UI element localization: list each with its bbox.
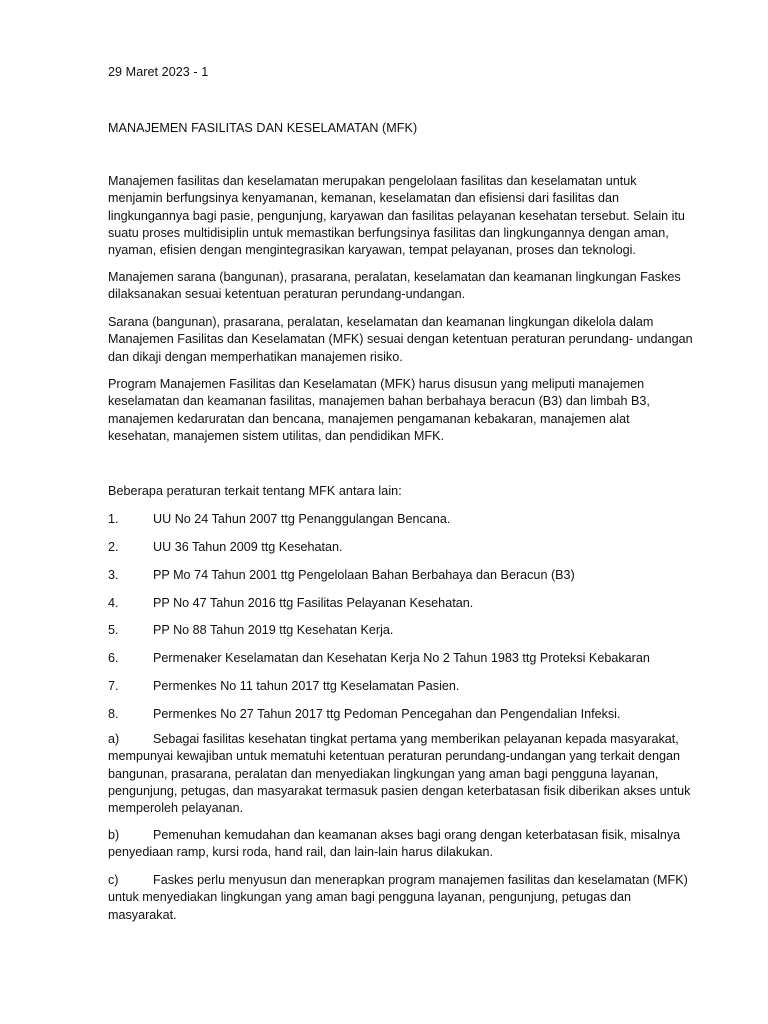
paragraph-intro: Manajemen fasilitas dan keselamatan merupakan pengelolaan fasilitas dan keselamatan untuk menjamin berfungsinya kenyamanan, kemanan, keselamatan dan efisiensi dari fasilitas dan lingkungannya bagi pasie, pengunjung, karyawan dan fasilitas pelayanan kesehatan tersebut. Selain itu suatu proses multidisiplin untuk memastikan berfungsinya fasilitas dan lingkungannya dengan aman, nyaman, efisien dengan mengintegrasikan karyawan, tempat pelayanan, proses dan teknologi.: [108, 174, 685, 258]
regulation-text: UU No 24 Tahun 2007 ttg Penanggulangan Bencana.: [153, 512, 451, 526]
paragraph-program: Program Manajemen Fasilitas dan Keselamatan (MFK) harus disusun yang meliputi manajemen keselamatan dan keamanan fasilitas, manajemen bahan berbahaya beracun (B3) dan limbah B3, manajemen kedaruratan dan bencana, manajemen pengamanan kebakaran, manajemen alat kesehatan, manajemen sistem utilitas, dan pendidikan MFK.: [108, 377, 650, 443]
point-a: [108, 731, 698, 817]
point-label: a): [108, 732, 120, 746]
point-text: Faskes perlu menyusun dan menerapkan program manajemen fasilitas dan keselamatan (MFK) untuk menyediakan lingkungan yang aman bagi pengguna layanan, pengunjung, petugas dan masyarakat.: [108, 873, 688, 922]
regulation-item: [108, 539, 698, 555]
regulation-number: 8.: [108, 707, 119, 721]
document-heading: MANAJEMEN FASILITAS DAN KESELAMATAN (MFK): [108, 121, 418, 135]
point-c: [108, 872, 698, 924]
regulation-number: 5.: [108, 623, 119, 637]
point-label: b): [108, 828, 120, 842]
regulation-number: 7.: [108, 679, 119, 693]
regulations-intro: Beberapa peraturan terkait tentang MFK antara lain:: [108, 484, 402, 498]
regulation-number: 4.: [108, 596, 119, 610]
point-text: Pemenuhan kemudahan dan keamanan akses bagi orang dengan keterbatasan fisik, misalnya penyediaan ramp, kursi roda, hand rail, dan lain-lain harus dilakukan.: [108, 828, 681, 860]
regulation-item: [108, 650, 698, 666]
regulation-number: 3.: [108, 568, 119, 582]
point-label: c): [108, 873, 119, 887]
paragraph-sarana: Manajemen sarana (bangunan), prasarana, peralatan, keselamatan dan keamanan lingkungan Faskes dilaksanakan sesuai ketentuan peraturan perundang-undangan.: [108, 270, 681, 302]
date-line: 29 Maret 2023 - 1: [108, 65, 209, 79]
regulation-text: UU 36 Tahun 2009 ttg Kesehatan.: [153, 540, 343, 554]
regulation-text: PP No 88 Tahun 2019 ttg Kesehatan Kerja.: [153, 623, 394, 637]
regulation-text: PP No 47 Tahun 2016 ttg Fasilitas Pelayanan Kesehatan.: [153, 596, 474, 610]
regulation-text: Permenkes No 27 Tahun 2017 ttg Pedoman Pencegahan dan Pengendalian Infeksi.: [153, 707, 621, 721]
regulation-item: [108, 567, 698, 583]
regulation-number: 1.: [108, 512, 119, 526]
regulation-item: [108, 678, 698, 694]
regulation-text: Permenaker Keselamatan dan Kesehatan Kerja No 2 Tahun 1983 ttg Proteksi Kebakaran: [153, 651, 650, 665]
regulation-item: [108, 622, 698, 638]
regulation-number: 2.: [108, 540, 119, 554]
regulation-item: [108, 706, 698, 722]
point-b: [108, 827, 698, 862]
regulation-item: [108, 511, 698, 527]
point-text: Sebagai fasilitas kesehatan tingkat pertama yang memberikan pelayanan kepada masyarakat, mempunyai kewajiban untuk mematuhi ketentuan peraturan perundang-undangan yang terkait dengan bangunan, prasarana, peralatan dan menyediakan lingkungan yang aman bagi pengguna layanan, pengunjung, petugas, dan masyarakat termasuk pasien dengan keterbatasan fisik diberikan akses untuk memperoleh pelayanan.: [108, 732, 691, 816]
regulation-text: PP Mo 74 Tahun 2001 ttg Pengelolaan Bahan Berbahaya dan Beracun (B3): [153, 568, 575, 582]
regulation-number: 6.: [108, 651, 119, 665]
paragraph-sarana-mfk: Sarana (bangunan), prasarana, peralatan, keselamatan dan keamanan lingkungan dikelola dalam Manajemen Fasilitas dan Keselamatan (MFK) sesuai dengan ketentuan peraturan perundang- undangan dan dikaji dengan memperhatikan manajemen risiko.: [108, 315, 693, 364]
regulation-text: Permenkes No 11 tahun 2017 ttg Keselamatan Pasien.: [153, 679, 460, 693]
regulation-item: [108, 595, 698, 611]
